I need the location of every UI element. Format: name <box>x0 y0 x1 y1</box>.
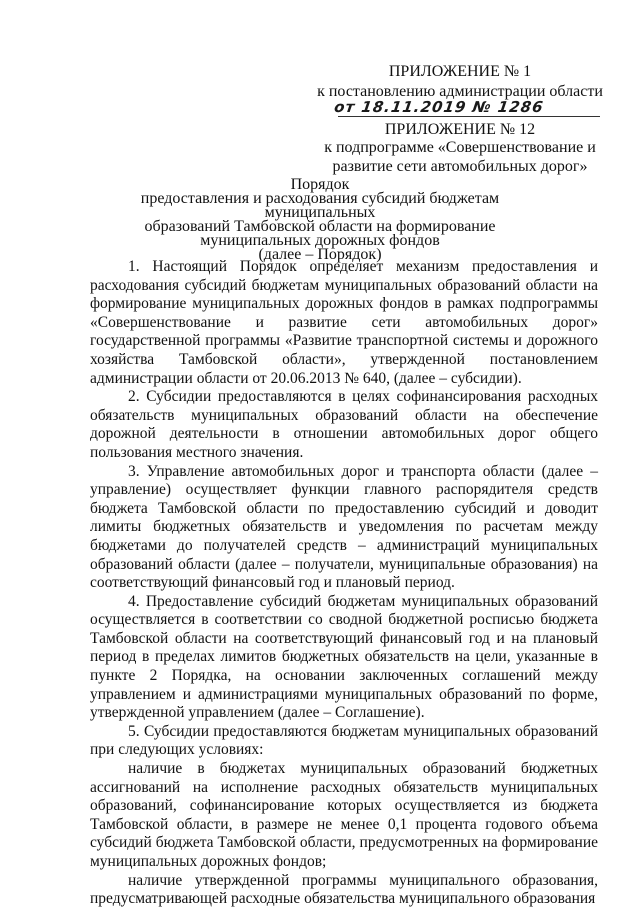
title-line-1: Порядок <box>290 176 350 193</box>
document-body <box>90 258 598 909</box>
document-title <box>100 178 540 262</box>
subprogram-line-2: развитие сети автомобильных дорог» <box>332 158 588 175</box>
appendix-1-heading: ПРИЛОЖЕНИЕ № 1 <box>388 63 532 80</box>
paragraph-1: 1. Настоящий Порядок определяет механизм предоставления и расходования субсидий бюджетам муниципальных образований области на формирование муниципальных дорожных фондов в рамках подпрограммы «Совершенствование и развитие сети автомобильных дорог» государственной программы «Развитие транспортной системы и дорожного хозяйства Тамбовской области», утвержденной постановлением администрации области от 20.06.2013 № 640, (далее – субсидии). <box>90 258 598 387</box>
paragraph-3: 3. Управление автомобильных дорог и транспорта области (далее – управление) осуществляет функции главного распорядителя средств бюджета Тамбовской области по предоставлению субсидий и доводит лимиты бюджетных обязательств и уведомления по расчетам между бюджетами до получателей средств – администраций муниципальных образований области (далее – получатели, муниципальные образования) на соответствующий финансовый год и плановый период. <box>90 462 598 592</box>
date-underline <box>338 116 600 117</box>
paragraph-5: 5. Субсидии предоставляются бюджетам муниципальных образований при следующих условиях: <box>90 722 598 759</box>
title-line-5: (далее – Порядок) <box>258 246 382 263</box>
subprogram-line-1: к подпрограмме «Совершенствование и <box>324 139 596 156</box>
resolution-reference: к постановлению администрации области <box>317 83 603 100</box>
paragraph-2: 2. Субсидии предоставляются в целях софинансирования расходных обязательств муниципальных образований области на обеспечение дорожной деятельности в отношении автомобильных дорог общего пользования местного значения. <box>90 388 598 461</box>
condition-2: наличие утвержденной программы муниципального образования, предусматривающей расходные обязательства муниципального образования <box>90 871 598 908</box>
paragraph-4: 4. Предоставление субсидий бюджетам муниципальных образований осуществляется в соответствии со сводной бюджетной росписью бюджета Тамбовской области на соответствующий финансовый год и на плановый период в пределах лимитов бюджетных обязательств на цели, указанные в пункте 2 Порядка, на основании заключенных соглашений между управлением и администрациями муниципальных образований по форме, утвержденной управлением (далее – Соглашение). <box>90 592 598 722</box>
appendix-12-heading: ПРИЛОЖЕНИЕ № 12 <box>384 121 536 138</box>
handwritten-date-number: от 18.11.2019 № 1286 <box>333 98 545 116</box>
condition-1: наличие в бюджетах муниципальных образований бюджетных ассигнований на исполнение расходных обязательств муниципальных образований, софинансирование которых осуществляется из бюджета Тамбовской области, в размере не менее 0,1 процента годового объема субсидий бюджета Тамбовской области, предусмотренных на формирование муниципальных дорожных фондов; <box>90 760 598 870</box>
title-line-3: образований Тамбовской области на формирование <box>144 218 496 235</box>
title-line-4: муниципальных дорожных фондов <box>200 232 440 249</box>
subprogram-reference <box>300 138 620 176</box>
title-line-2: предоставления и расходования субсидий бюджетам муниципальных <box>140 190 500 221</box>
